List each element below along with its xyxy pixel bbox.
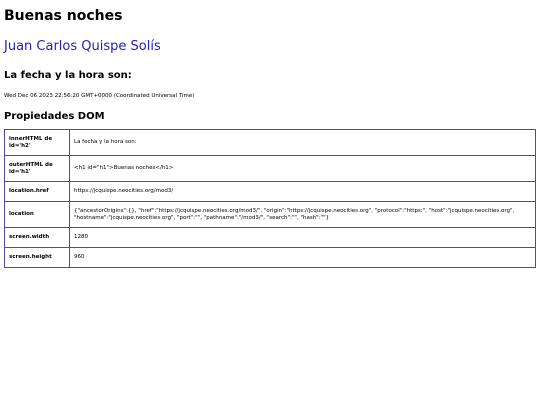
property-key: screen.width [5, 228, 70, 248]
table-row [5, 182, 536, 202]
property-value: 960 [70, 248, 536, 268]
property-value: <h1 id="h1">Buenas noches</h1> [70, 156, 536, 182]
table-row [5, 248, 536, 268]
table-row [5, 130, 536, 156]
date-heading: La fecha y la hora son: [4, 70, 132, 81]
author-name: Juan Carlos Quispe Solís [4, 39, 161, 54]
property-key: location.href [5, 182, 70, 202]
datetime-text: Wed Dec 06 2023 22:56:20 GMT+0000 (Coordinated Universal Time) [4, 93, 195, 99]
table-row [5, 202, 536, 228]
property-key: location [5, 202, 70, 228]
property-key: outerHTML de id='h1' [5, 156, 70, 182]
property-key: screen.height [5, 248, 70, 268]
table-row [5, 156, 536, 182]
property-value: {"ancestorOrigins":{}, "href":"https://jcquispe.neocities.org/mod3/", "origin":"https://jcquispe.neocities.org", "protocol":"https:", "host":"jcquispe.neocities.org", "hostname":"jcquispe.neocities.org", "port":"", "pathname":"/mod3/", "search":"", "hash":""} [70, 202, 536, 228]
property-value: https://jcquispe.neocities.org/mod3/ [70, 182, 536, 202]
table-row [5, 228, 536, 248]
greeting-heading: Buenas noches [4, 8, 123, 24]
dom-properties-table [4, 129, 536, 268]
property-key: innerHTML de id='h2' [5, 130, 70, 156]
property-value: 1280 [70, 228, 536, 248]
property-value: La fecha y la hora son: [70, 130, 536, 156]
props-heading: Propiedades DOM [4, 111, 105, 122]
